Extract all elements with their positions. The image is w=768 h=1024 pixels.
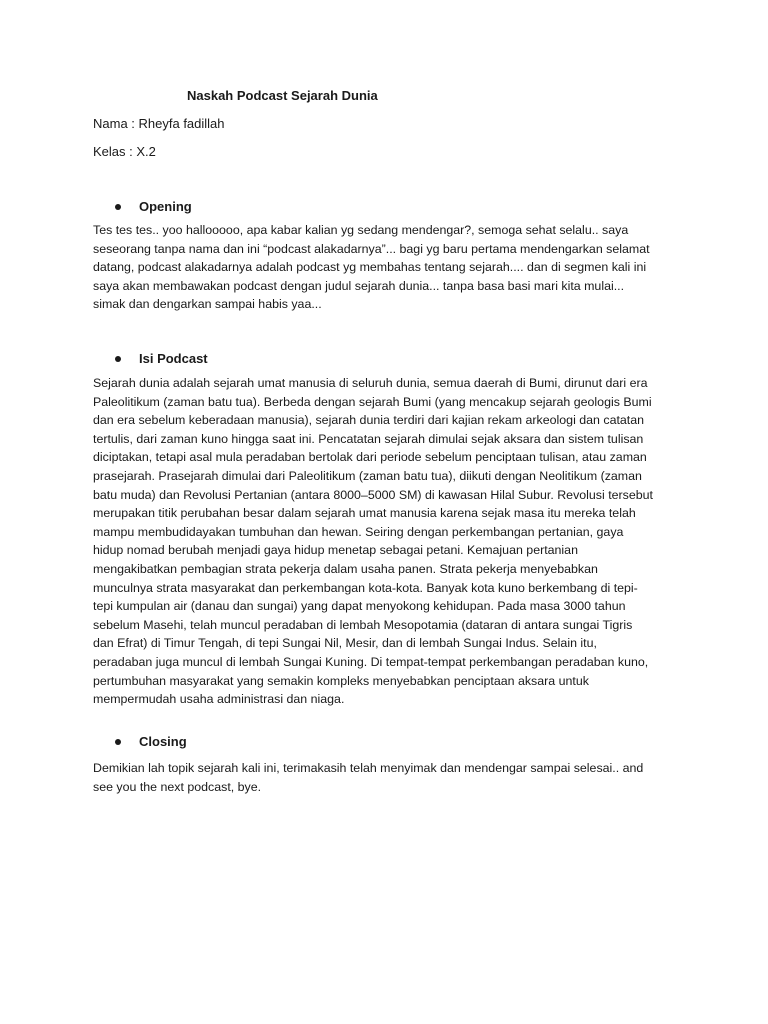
text-line: prasejarah. Prasejarah dimulai dari Paleolitikum (zaman batu tua), diikuti dengan Neolitikum (zaman <box>93 468 642 483</box>
student-name: Nama : Rheyfa fadillah <box>93 116 225 131</box>
text-line: Paleolitikum (zaman batu tua). Berbeda dengan sejarah Bumi (yang mencakup sejarah geologis Bumi <box>93 394 652 409</box>
text-line: datang, podcast alakadarnya adalah podcast yg membahas tentang sejarah.... dan di segmen kali ini <box>93 260 647 275</box>
text-line: Tes tes tes.. yoo hallooooo, apa kabar kalian yg sedang mendengar?, semoga sehat selalu.. saya <box>93 223 629 237</box>
student-class: Kelas : X.2 <box>93 144 156 159</box>
section-heading-isi-podcast <box>115 351 208 366</box>
bullet-icon <box>115 739 121 745</box>
bullet-icon <box>115 204 121 210</box>
text-line: seseorang tanpa nama dan ini “podcast alakadarnya”... bagi yg baru pertama mendengarkan selamat <box>93 241 650 256</box>
text-line: dan Efrat) di Timur Tengah, di tepi Sungai Nil, Mesir, dan di lembah Sungai Indus. Selain itu, <box>93 636 597 651</box>
text-line: simak dan dengarkan sampai habis yaa... <box>93 297 322 312</box>
text-line: mampu membudidayakan tumbuhan dan hewan. Seiring dengan perkembangan pertanian, gaya <box>93 524 624 539</box>
text-line: Sejarah dunia adalah sejarah umat manusia di seluruh dunia, semua daerah di Bumi, dirunut dari era <box>93 376 648 390</box>
section-body-isi-podcast <box>93 374 676 709</box>
section-heading-label: Opening <box>139 199 192 214</box>
text-line: mempermudah usaha administrasi dan niaga. <box>93 692 345 707</box>
text-line: tepi kumpulan air (danau dan sungai) yang dapat menyokong kehidupan. Pada masa 3000 tahun <box>93 599 626 614</box>
text-line: diciptakan, tetapi asal mula peradaban bertolak dari periode sebelum penciptaan tulisan, atau zaman <box>93 450 647 465</box>
text-line: see you the next podcast, bye. <box>93 779 262 794</box>
text-line: hidup nomad berubah menjadi gaya hidup menetap sebagai petani. Kemajuan pertanian <box>93 543 578 558</box>
section-body-opening <box>93 221 676 314</box>
text-line: dan era sebelum keberadaan manusia), sejarah dunia terdiri dari kajian rekam arkeologi dan catatan <box>93 413 645 428</box>
document-title: Naskah Podcast Sejarah Dunia <box>187 88 378 103</box>
text-line: batu muda) dan Revolusi Pertanian (antara 8000–5000 SM) di kawasan Hilal Subur. Revolusi tersebut <box>93 487 653 502</box>
bullet-icon <box>115 356 121 362</box>
text-line: saya akan membawakan podcast dengan judul sejarah dunia... tanpa basa basi mari kita mulai... <box>93 278 625 293</box>
section-heading-label: Closing <box>139 734 187 749</box>
text-line: munculnya strata masyarakat dan perkembangan kota-kota. Banyak kota kuno berkembang di tepi- <box>93 580 638 595</box>
section-heading-closing <box>115 734 187 749</box>
text-line: peradaban juga muncul di lembah Sungai Kuning. Di tempat-tempat perkembangan peradaban kuno, <box>93 654 649 669</box>
section-heading-label: Isi Podcast <box>139 351 208 366</box>
text-line: tertulis, dari zaman kuno hingga saat ini. Pencatatan sejarah dimulai sejak aksara dan sistem tulisan <box>93 431 644 446</box>
text-line: pertumbuhan masyarakat yang semakin kompleks menyebabkan penciptaan aksara untuk <box>93 673 589 688</box>
section-body-closing <box>93 759 676 796</box>
section-heading-opening <box>115 199 192 214</box>
text-line: sebelum Masehi, telah muncul peradaban di lembah Mesopotamia (dataran di antara sungai Tigris <box>93 617 633 632</box>
text-line: mengakibatkan pembagian strata pekerja dalam usaha panen. Strata pekerja menyebabkan <box>93 561 598 576</box>
text-line: Demikian lah topik sejarah kali ini, terimakasih telah menyimak dan mendengar sampai selesai.. and <box>93 761 644 775</box>
text-line: merupakan titik perubahan besar dalam sejarah umat manusia karena sejak masa itu mereka telah <box>93 506 636 521</box>
